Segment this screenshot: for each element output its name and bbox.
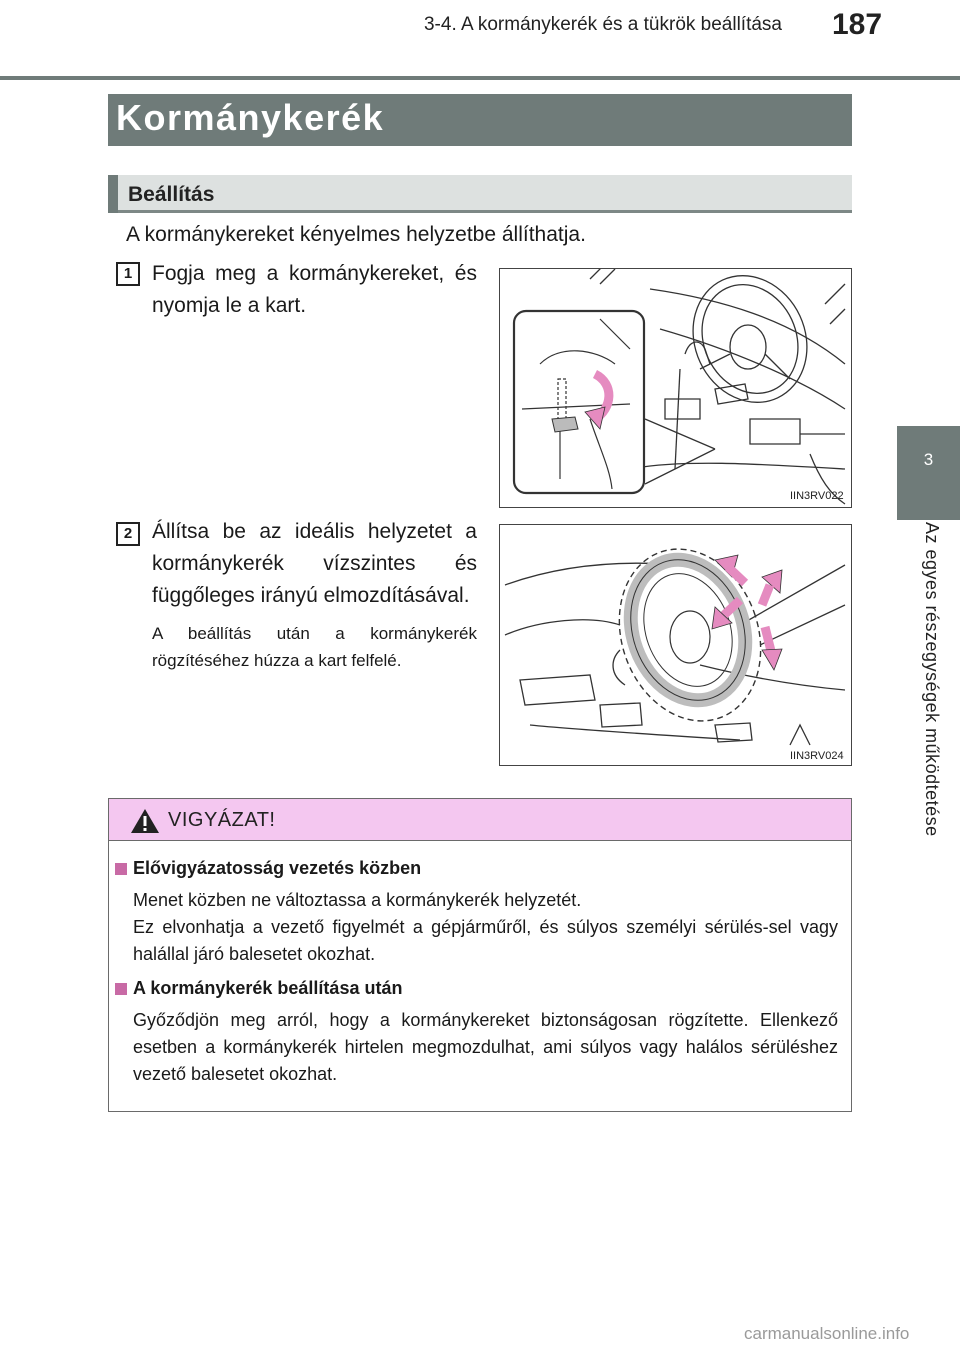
caution-bullet-1 bbox=[115, 863, 127, 875]
caution-title: VIGYÁZAT! bbox=[168, 809, 276, 831]
caution-bullet-2 bbox=[115, 983, 127, 995]
step-2-note: A beállítás után a kormánykerék rögzítéséhez húzza a kart felfelé. bbox=[152, 624, 477, 670]
steering-adjust-illustration bbox=[500, 525, 850, 764]
watermark: carmanualsonline.info bbox=[744, 1324, 910, 1343]
step-2-text: Állítsa be az ideális helyzetet a kormánykerék vízszintes és függőleges irányú elmozdításával. bbox=[152, 520, 477, 607]
intro-text: A kormánykereket kényelmes helyzetbe állíthatja. bbox=[126, 223, 586, 246]
caution-text-1a: Menet közben ne változtassa a kormánykerék helyzetét. bbox=[133, 890, 582, 910]
caution-text-1b: Ez elvonhatja a vezető figyelmét a gépjárműről, és súlyos személyi sérülés-sel vagy halállal járó balesetet okozhat. bbox=[133, 917, 838, 964]
page-title: Kormánykerék bbox=[116, 97, 385, 138]
running-header: 3-4. A kormánykerék és a tükrök beállítása bbox=[423, 14, 782, 35]
subsection-accent bbox=[108, 175, 118, 213]
page-number: 187 bbox=[832, 8, 883, 41]
caution-heading-2: A kormánykerék beállítása után bbox=[133, 978, 403, 998]
step-number-1: 1 bbox=[116, 262, 140, 286]
step-1-text: Fogja meg a kormánykereket, és nyomja le a kart. bbox=[152, 262, 477, 317]
step-number-2: 2 bbox=[116, 522, 140, 546]
chapter-title: Az egyes részegységek működtetése bbox=[922, 522, 942, 837]
warning-triangle-icon bbox=[130, 808, 160, 834]
figure-steering-lever bbox=[499, 268, 852, 508]
caution-heading-1: Elővigyázatosság vezetés közben bbox=[133, 858, 422, 878]
subsection-bar bbox=[108, 175, 852, 213]
steering-lever-illustration bbox=[500, 269, 850, 506]
subsection-title: Beállítás bbox=[128, 183, 215, 206]
chapter-tab bbox=[897, 426, 960, 520]
figure-2-code: IIN3RV024 bbox=[790, 750, 844, 762]
chapter-number: 3 bbox=[923, 450, 934, 469]
figure-1-code: IIN3RV022 bbox=[790, 490, 844, 502]
header-rule bbox=[0, 76, 960, 80]
figure-steering-adjust bbox=[499, 524, 852, 766]
caution-text-2: Győződjön meg arról, hogy a kormánykereket biztonságosan rögzítette. Ellenkező esetben a kormánykerék hirtelen megmozdulhat, ami súlyos vagy halálos sérüléshez vezető balesetet okozhat. bbox=[133, 1010, 838, 1084]
